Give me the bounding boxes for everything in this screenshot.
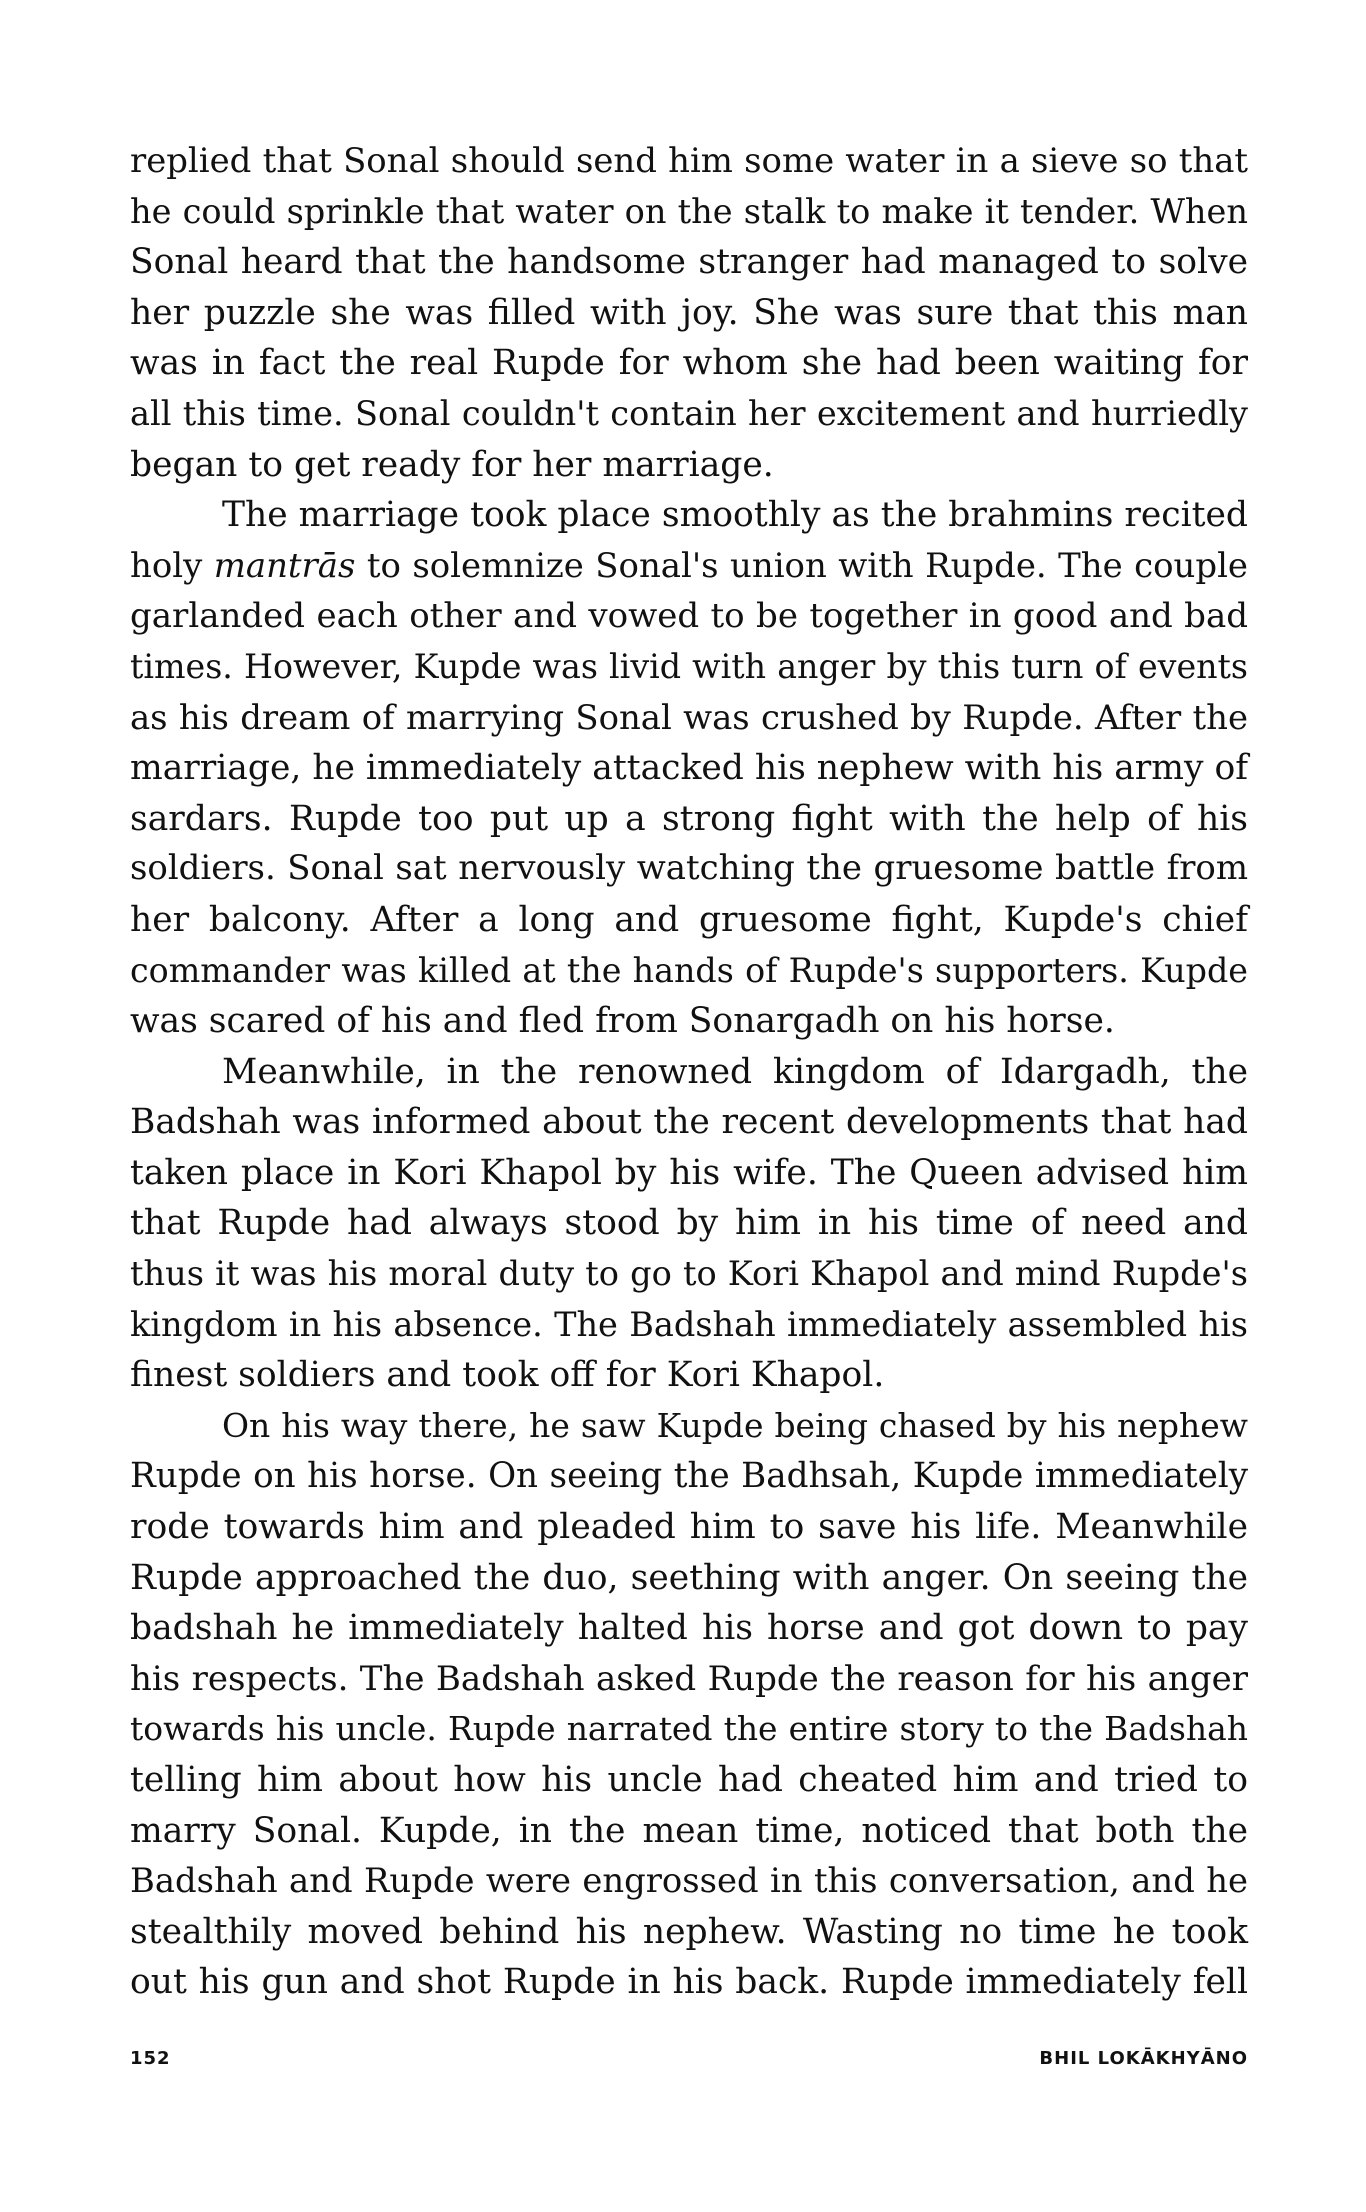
text-line: was in fact the real Rupde for whom she had been waiting for xyxy=(130,343,1248,384)
text-line: he could sprinkle that water on the stalk to make it tender. When xyxy=(130,191,1248,231)
text-line: Rupde on his horse. On seeing the Badhsah, Kupde immediately xyxy=(130,1456,1248,1497)
text-line: commander was killed at the hands of Rupde's supporters. Kupde xyxy=(130,950,1248,990)
text-line: that Rupde had always stood by him in his time of need and xyxy=(130,1203,1248,1244)
text-line: stealthily moved behind his nephew. Wasting no time he took xyxy=(130,1911,1248,1952)
text-line: garlanded each other and vowed to be together in good and bad xyxy=(130,596,1248,637)
text-line: her balcony. After a long and gruesome fight, Kupde's chief xyxy=(130,899,1248,940)
text-line: taken place in Kori Khapol by his wife. The Queen advised him xyxy=(130,1152,1248,1193)
text-line: Badshah was informed about the recent developments that had xyxy=(130,1102,1248,1143)
text-line: all this time. Sonal couldn't contain her excitement and hurriedly xyxy=(130,393,1248,433)
text-line: thus it was his moral duty to go to Kori Khapol and mind Rupde's xyxy=(130,1254,1248,1294)
text-line: replied that Sonal should send him some water in a sieve so that xyxy=(130,141,1248,180)
text-line: marry Sonal. Kupde, in the mean time, noticed that both the xyxy=(130,1810,1248,1851)
text-line: began to get ready for her marriage. xyxy=(130,444,774,485)
text-line: his respects. The Badshah asked Rupde the reason for his anger xyxy=(130,1658,1248,1699)
text-line: badshah he immediately halted his horse and got down to pay xyxy=(130,1608,1248,1649)
text-line: soldiers. Sonal sat nervously watching the gruesome battle from xyxy=(130,849,1248,889)
italic-word: mantrās xyxy=(213,545,356,585)
text-line: kingdom in his absence. The Badshah immediately assembled his xyxy=(130,1304,1248,1344)
text-line: was scared of his and fled from Sonargadh on his horse. xyxy=(130,1001,1115,1042)
text-line: towards his uncle. Rupde narrated the entire story to the Badshah xyxy=(130,1709,1248,1749)
text-line: rode towards him and pleaded him to save his life. Meanwhile xyxy=(130,1507,1248,1548)
text-line: holy mantrās to solemnize Sonal's union with Rupde. The couple xyxy=(130,545,1248,585)
text-line: sardars. Rupde too put up a strong fight with the help of his xyxy=(130,798,1248,839)
text-line: finest soldiers and took off for Kori Khapol. xyxy=(130,1355,885,1396)
text-line: out his gun and shot Rupde in his back. Rupde immediately fell xyxy=(130,1962,1248,2003)
text-line: times. However, Kupde was livid with anger by this turn of events xyxy=(130,646,1248,686)
text-line: marriage, he immediately attacked his nephew with his army of xyxy=(130,748,1248,789)
text-line: telling him about how his uncle had cheated him and tried to xyxy=(130,1760,1248,1800)
text-line: Meanwhile, in the renowned kingdom of Idargadh, the xyxy=(222,1051,1248,1092)
page-footer xyxy=(130,2048,1248,2078)
text-line: her puzzle she was filled with joy. She was sure that this man xyxy=(130,292,1248,333)
text-line: as his dream of marrying Sonal was crushed by Rupde. After the xyxy=(130,697,1248,737)
text-line: On his way there, he saw Kupde being chased by his nephew xyxy=(222,1405,1248,1445)
running-title: BHIL LOKĀKHYĀNO xyxy=(1039,2048,1248,2069)
text-line: The marriage took place smoothly as the brahmins recited xyxy=(222,495,1248,536)
page-number: 152 xyxy=(130,2048,171,2069)
body-text xyxy=(130,136,1248,2008)
text-line: Badshah and Rupde were engrossed in this conversation, and he xyxy=(130,1861,1248,1901)
text-line: Rupde approached the duo, seething with anger. On seeing the xyxy=(130,1557,1248,1598)
text-line: Sonal heard that the handsome stranger had managed to solve xyxy=(130,242,1248,283)
